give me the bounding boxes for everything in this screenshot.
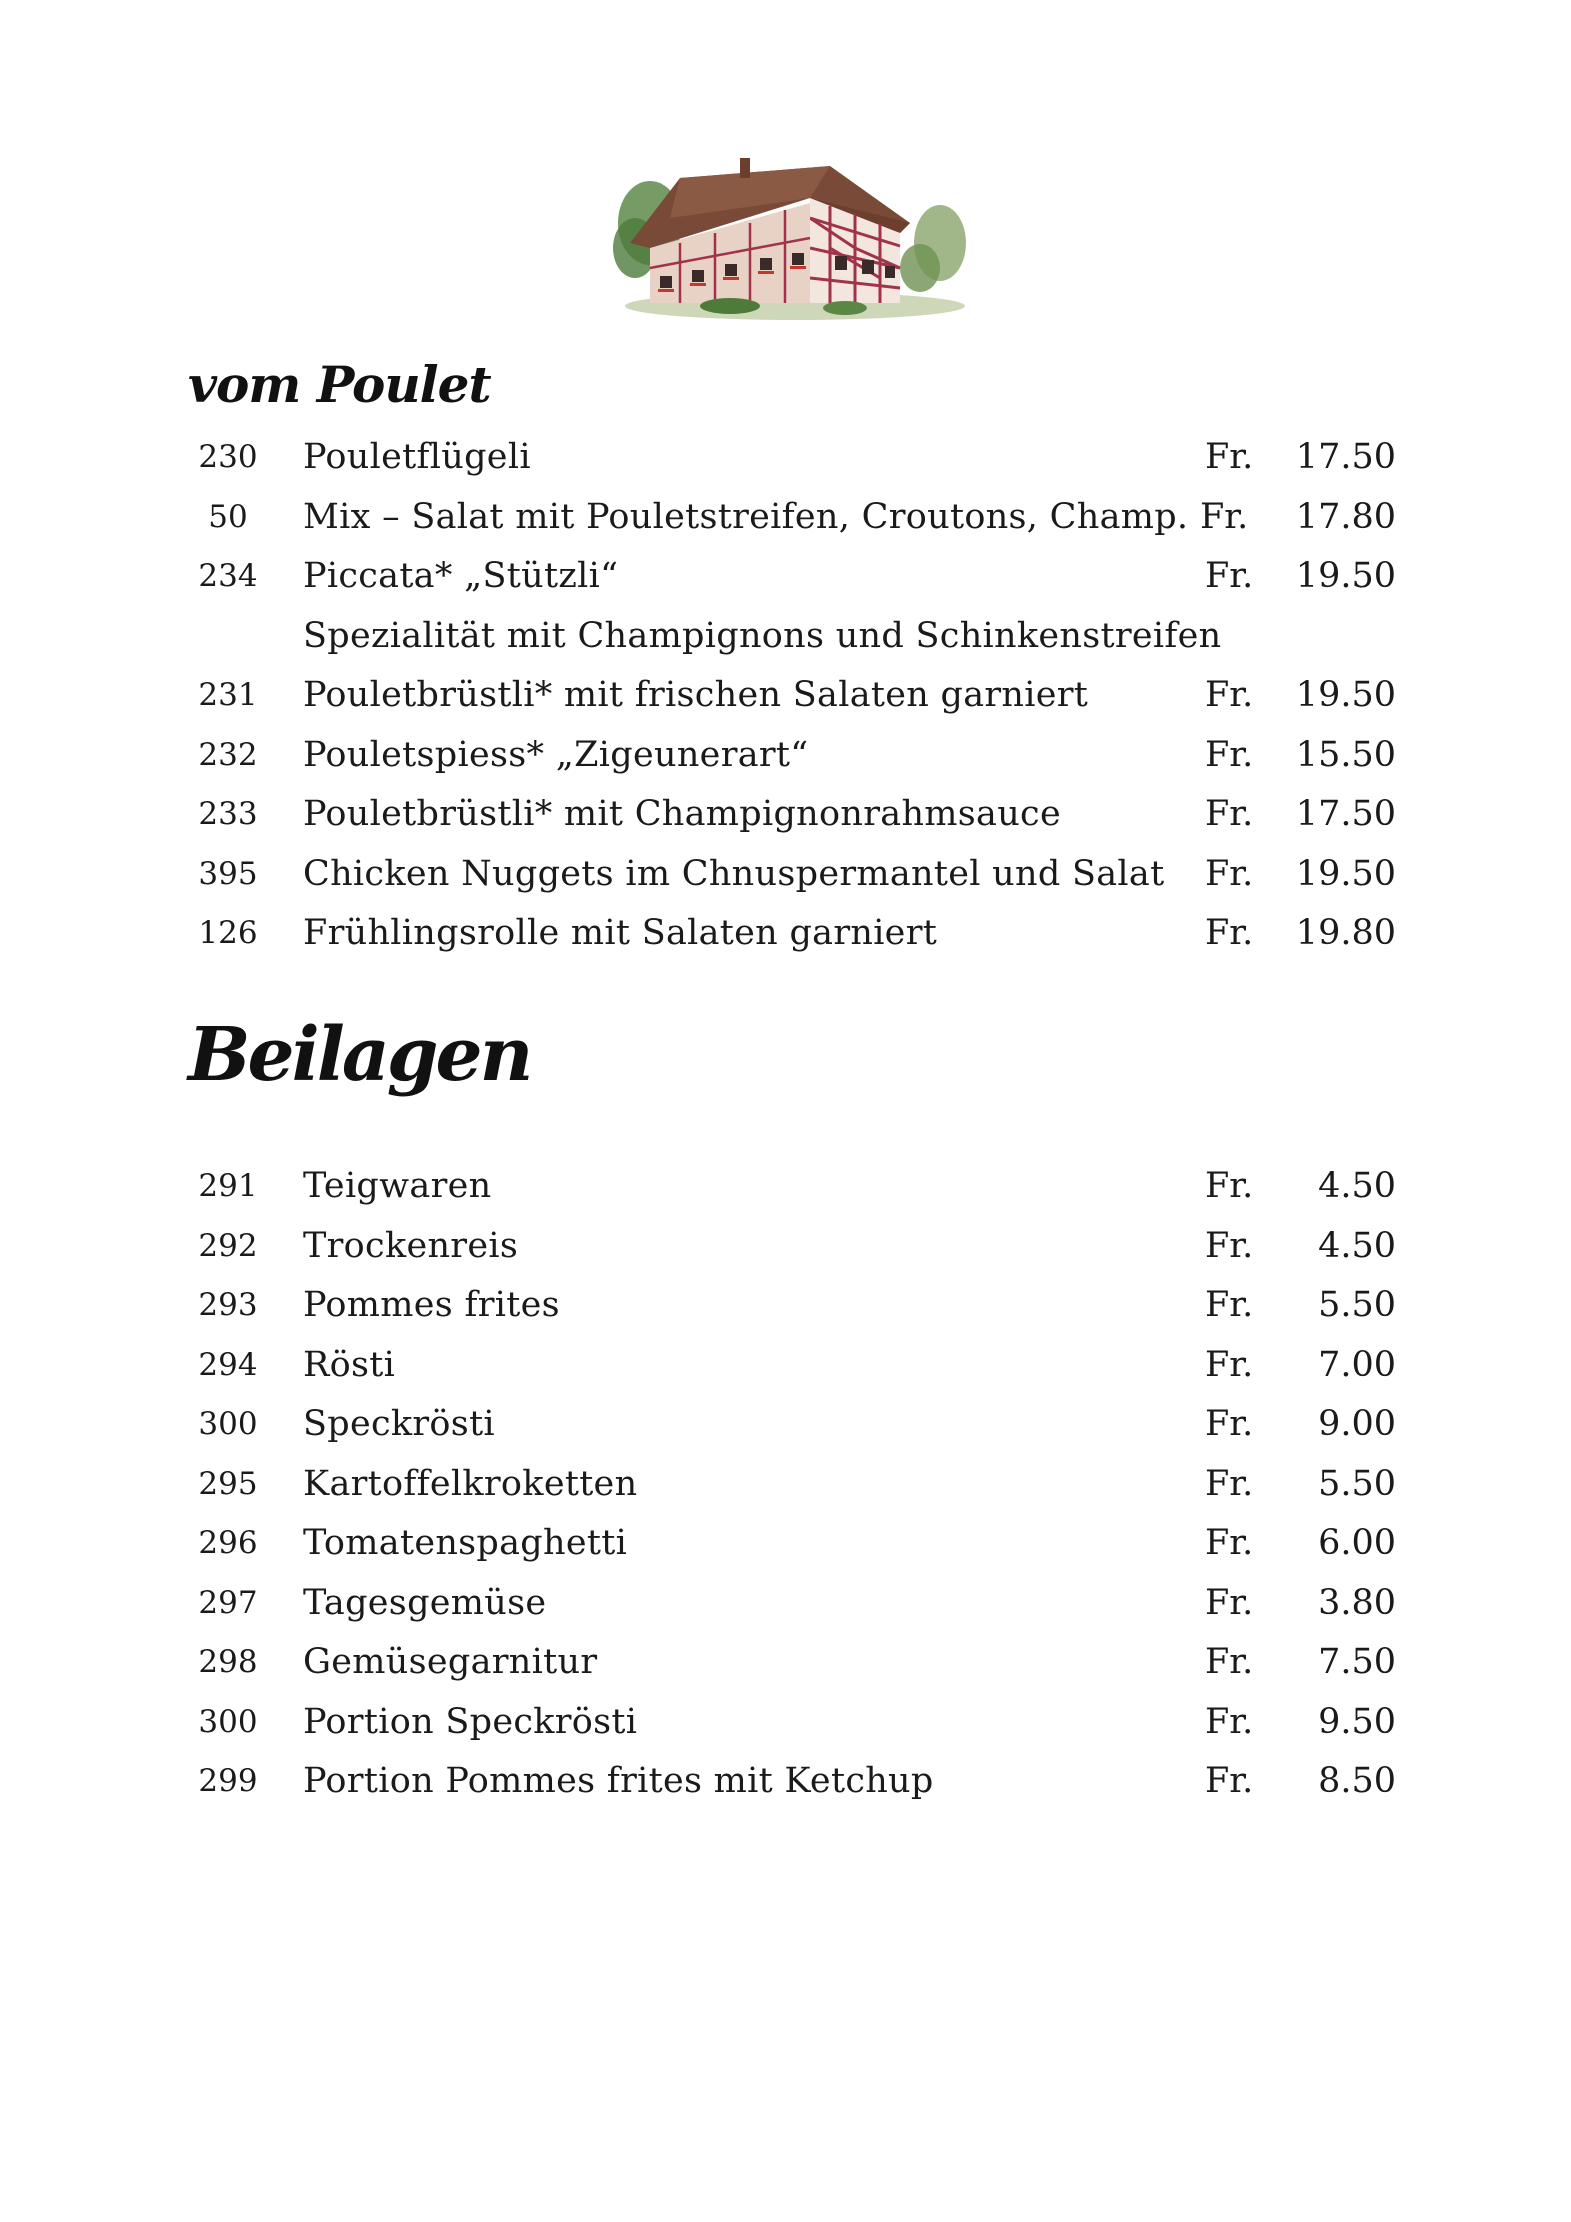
item-number: 126 bbox=[198, 915, 258, 951]
item-number: 299 bbox=[198, 1763, 258, 1799]
item-number: 294 bbox=[198, 1346, 258, 1383]
item-price: 7.00 bbox=[1318, 1344, 1396, 1385]
item-currency: Fr. bbox=[1205, 437, 1254, 477]
item-name: Gemüsegarnitur bbox=[303, 1642, 598, 1682]
item-name: Portion Pommes frites mit Ketchup bbox=[303, 1761, 934, 1801]
menu-item bbox=[188, 547, 1408, 607]
menu-item bbox=[188, 1514, 1408, 1574]
item-price: 15.50 bbox=[1295, 734, 1396, 775]
item-name: Kartoffelkroketten bbox=[303, 1463, 638, 1504]
item-name: Teigwaren bbox=[303, 1166, 492, 1206]
item-price: 17.50 bbox=[1295, 794, 1396, 834]
item-name: Portion Speckrösti bbox=[303, 1701, 638, 1742]
item-number: 234 bbox=[198, 558, 258, 594]
item-currency: Fr. bbox=[1200, 496, 1249, 537]
item-number: 296 bbox=[198, 1525, 258, 1561]
menu-items-list bbox=[188, 1157, 1408, 1812]
item-number: 300 bbox=[198, 1406, 258, 1442]
menu-item bbox=[188, 1157, 1408, 1217]
item-name: Tagesgemüse bbox=[303, 1582, 547, 1623]
menu-item bbox=[188, 1574, 1408, 1634]
item-price: 19.80 bbox=[1295, 913, 1396, 953]
item-currency: Fr. bbox=[1205, 556, 1254, 596]
menu-item bbox=[188, 1752, 1408, 1812]
item-name: Pouletflügeli bbox=[303, 437, 531, 477]
item-name: Pouletspiess* „Zigeunerart“ bbox=[303, 734, 809, 775]
menu-item bbox=[188, 845, 1408, 905]
item-price: 9.00 bbox=[1318, 1404, 1396, 1444]
item-name: Pouletbrüstli* mit Champignonrahmsauce bbox=[303, 794, 1061, 834]
menu-item bbox=[188, 785, 1408, 845]
item-price: 5.50 bbox=[1318, 1463, 1396, 1504]
item-name: Trockenreis bbox=[303, 1225, 519, 1266]
item-number: 233 bbox=[198, 796, 258, 832]
item-number: 291 bbox=[198, 1168, 258, 1204]
item-description: Spezialität mit Champignons und Schinkenstreifen bbox=[303, 615, 1222, 656]
menu-item bbox=[188, 488, 1408, 548]
item-currency: Fr. bbox=[1205, 794, 1254, 834]
farmhouse-illustration-icon bbox=[610, 128, 970, 328]
item-price: 19.50 bbox=[1295, 556, 1396, 596]
item-price: 9.50 bbox=[1318, 1701, 1396, 1742]
item-number: 231 bbox=[198, 677, 258, 713]
item-currency: Fr. bbox=[1205, 1463, 1254, 1504]
item-price: 8.50 bbox=[1318, 1761, 1396, 1801]
item-currency: Fr. bbox=[1205, 1166, 1254, 1206]
item-price: 19.50 bbox=[1295, 675, 1396, 715]
menu-item bbox=[188, 1276, 1408, 1336]
item-name: Pommes frites bbox=[303, 1285, 560, 1325]
menu-item bbox=[188, 1217, 1408, 1277]
menu-item bbox=[188, 666, 1408, 726]
item-price: 3.80 bbox=[1318, 1582, 1396, 1623]
item-currency: Fr. bbox=[1205, 675, 1254, 715]
item-price: 7.50 bbox=[1318, 1642, 1396, 1682]
item-name: Tomatenspaghetti bbox=[303, 1523, 628, 1563]
menu-item bbox=[188, 1693, 1408, 1753]
item-price: 5.50 bbox=[1318, 1285, 1396, 1325]
item-number: 297 bbox=[198, 1584, 258, 1621]
item-price: 4.50 bbox=[1318, 1225, 1396, 1266]
item-number: 232 bbox=[198, 736, 258, 773]
item-number: 293 bbox=[198, 1287, 258, 1323]
menu-items-list bbox=[188, 428, 1408, 964]
item-currency: Fr. bbox=[1205, 1761, 1254, 1801]
item-number: 230 bbox=[198, 439, 258, 475]
item-name: Chicken Nuggets im Chnuspermantel und Salat bbox=[303, 853, 1165, 894]
item-currency: Fr. bbox=[1205, 853, 1254, 894]
menu-item-description bbox=[188, 607, 1408, 667]
section-title: vom Poulet bbox=[188, 355, 491, 414]
item-currency: Fr. bbox=[1205, 734, 1254, 775]
menu-item bbox=[188, 1336, 1408, 1396]
item-price: 4.50 bbox=[1318, 1166, 1396, 1206]
item-name: Rösti bbox=[303, 1344, 396, 1385]
item-number: 50 bbox=[208, 498, 248, 535]
item-currency: Fr. bbox=[1205, 913, 1254, 953]
item-number: 395 bbox=[198, 855, 258, 892]
item-currency: Fr. bbox=[1205, 1344, 1254, 1385]
menu-item bbox=[188, 1455, 1408, 1515]
menu-item bbox=[188, 1395, 1408, 1455]
item-name: Speckrösti bbox=[303, 1404, 495, 1444]
item-currency: Fr. bbox=[1205, 1404, 1254, 1444]
item-currency: Fr. bbox=[1205, 1225, 1254, 1266]
item-name: Frühlingsrolle mit Salaten garniert bbox=[303, 913, 938, 953]
menu-item bbox=[188, 904, 1408, 964]
item-price: 19.50 bbox=[1295, 853, 1396, 894]
item-name: Piccata* „Stützli“ bbox=[303, 556, 619, 596]
item-currency: Fr. bbox=[1205, 1701, 1254, 1742]
item-currency: Fr. bbox=[1205, 1582, 1254, 1623]
section-title: Beilagen bbox=[188, 1012, 531, 1098]
item-currency: Fr. bbox=[1205, 1523, 1254, 1563]
menu-item bbox=[188, 428, 1408, 488]
item-number: 295 bbox=[198, 1465, 258, 1502]
item-price: 17.80 bbox=[1295, 496, 1396, 537]
item-currency: Fr. bbox=[1205, 1285, 1254, 1325]
item-price: 17.50 bbox=[1295, 437, 1396, 477]
item-name: Mix – Salat mit Pouletstreifen, Croutons, Champ. bbox=[303, 496, 1189, 537]
item-price: 6.00 bbox=[1318, 1523, 1396, 1563]
item-currency: Fr. bbox=[1205, 1642, 1254, 1682]
menu-item bbox=[188, 726, 1408, 786]
section-vom-poulet bbox=[188, 350, 1408, 964]
menu-item bbox=[188, 1633, 1408, 1693]
item-number: 298 bbox=[198, 1644, 258, 1680]
item-number: 292 bbox=[198, 1227, 258, 1264]
item-name: Pouletbrüstli* mit frischen Salaten garniert bbox=[303, 675, 1089, 715]
section-beilagen bbox=[188, 1005, 1408, 1812]
item-number: 300 bbox=[198, 1703, 258, 1740]
